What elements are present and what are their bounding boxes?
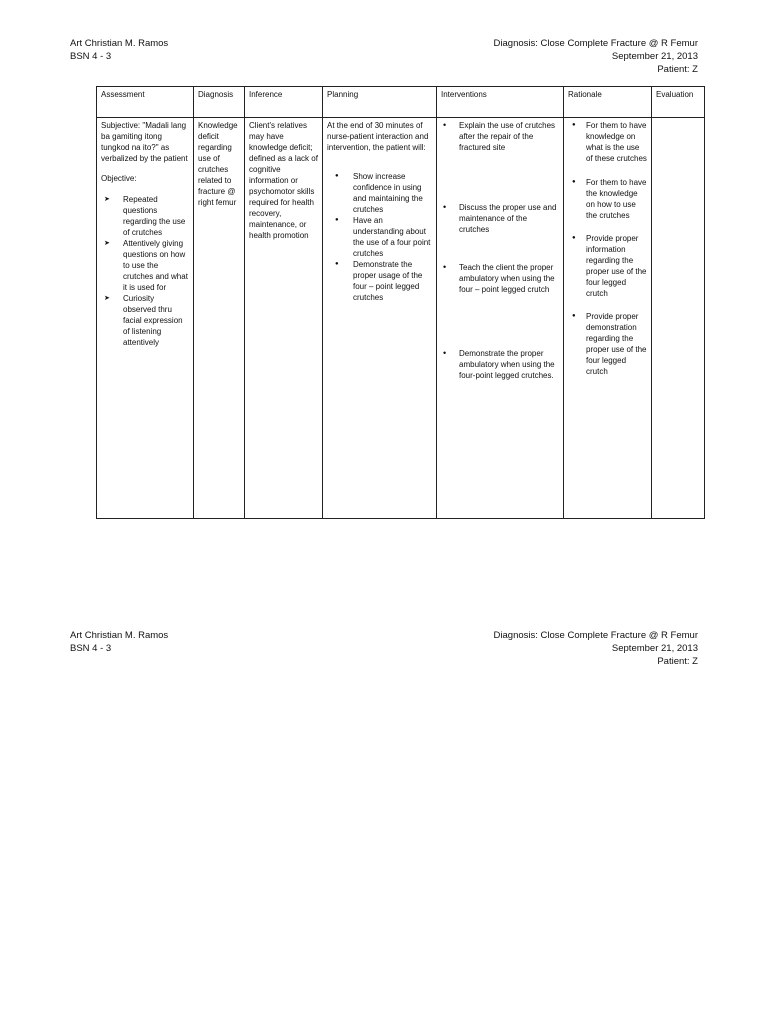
list-item: ● Show increase confidence in using and maintaining the crutches [327,171,432,215]
col-header-diagnosis: Diagnosis [194,87,245,118]
header-right [494,37,698,76]
inference-cell: Client's relatives may have knowledge deficit; defined as a lack of cognitive information or psychomotor skills required for health recovery, maintenance, or health promotion [245,118,323,519]
list-item: ➤ Curiosity observed thru facial expression of listening attentively [101,293,189,348]
footer-right [494,629,698,668]
list-item: • Demonstrate the proper ambulatory when using the four-point legged crutches. [441,348,559,381]
evaluation-cell [652,118,705,519]
date-label: September 21, 2013 [611,643,698,654]
list-item: • Discuss the proper use and maintenance of the crutches [441,202,559,262]
list-item: ● Provide proper demonstration regarding the proper use of the four legged crutch [568,311,647,377]
list-item: ➤ Attentively giving questions on how to use the crutches and what it is used for [101,238,189,293]
list-item: ● For them to have knowledge on what is the use of these crutches [568,120,647,164]
patient-label: Patient: Z [657,656,698,667]
list-item: ● Demonstrate the proper usage of the four – point legged crutches [327,259,432,303]
section-label: BSN 4 - 3 [70,643,112,654]
list-item: ● Have an understanding about the use of a four point crutches [327,215,432,259]
footer-left [70,629,168,655]
table-header-row [97,87,705,118]
interventions-cell [437,118,564,519]
col-header-interventions: Interventions [437,87,564,118]
rationale-list [568,120,647,377]
nursing-care-plan-table [96,86,705,519]
planning-list [327,171,432,303]
rationale-cell [564,118,652,519]
list-item: ● Provide proper information regarding the proper use of the four legged crutch [568,233,647,299]
interventions-list [441,120,559,381]
list-item: • Explain the use of crutches after the repair of the fractured site [441,120,559,202]
list-item: • Teach the client the proper ambulatory when using the four – point legged crutch [441,262,559,348]
col-header-rationale: Rationale [564,87,652,118]
author-name: Art Christian M. Ramos [70,38,169,49]
patient-label: Patient: Z [657,64,698,75]
assessment-cell [97,118,194,519]
list-item: ● For them to have the knowledge on how to use the crutches [568,177,647,221]
subjective-text: Subjective: "Madali lang ba gamiting itong tungkod na ito?" as verbalized by the patient [101,121,188,163]
objective-label: Objective: [101,174,137,183]
planning-cell [323,118,437,519]
objective-list [101,194,189,348]
diagnosis-cell: Knowledge deficit regarding use of crutches related to fracture @ right femur [194,118,245,519]
author-name: Art Christian M. Ramos [70,630,169,641]
diagnosis-label: Diagnosis: Close Complete Fracture @ R Femur [493,38,698,49]
header-left [70,37,168,63]
col-header-evaluation: Evaluation [652,87,705,118]
section-label: BSN 4 - 3 [70,51,112,62]
diagnosis-label: Diagnosis: Close Complete Fracture @ R Femur [493,630,698,641]
table-row [97,118,705,519]
col-header-planning: Planning [323,87,437,118]
list-item: ➤ Repeated questions regarding the use of crutches [101,194,189,238]
col-header-assessment: Assessment [97,87,194,118]
date-label: September 21, 2013 [611,51,698,62]
col-header-inference: Inference [245,87,323,118]
planning-intro: At the end of 30 minutes of nurse-patient interaction and intervention, the patient will: [327,121,429,152]
